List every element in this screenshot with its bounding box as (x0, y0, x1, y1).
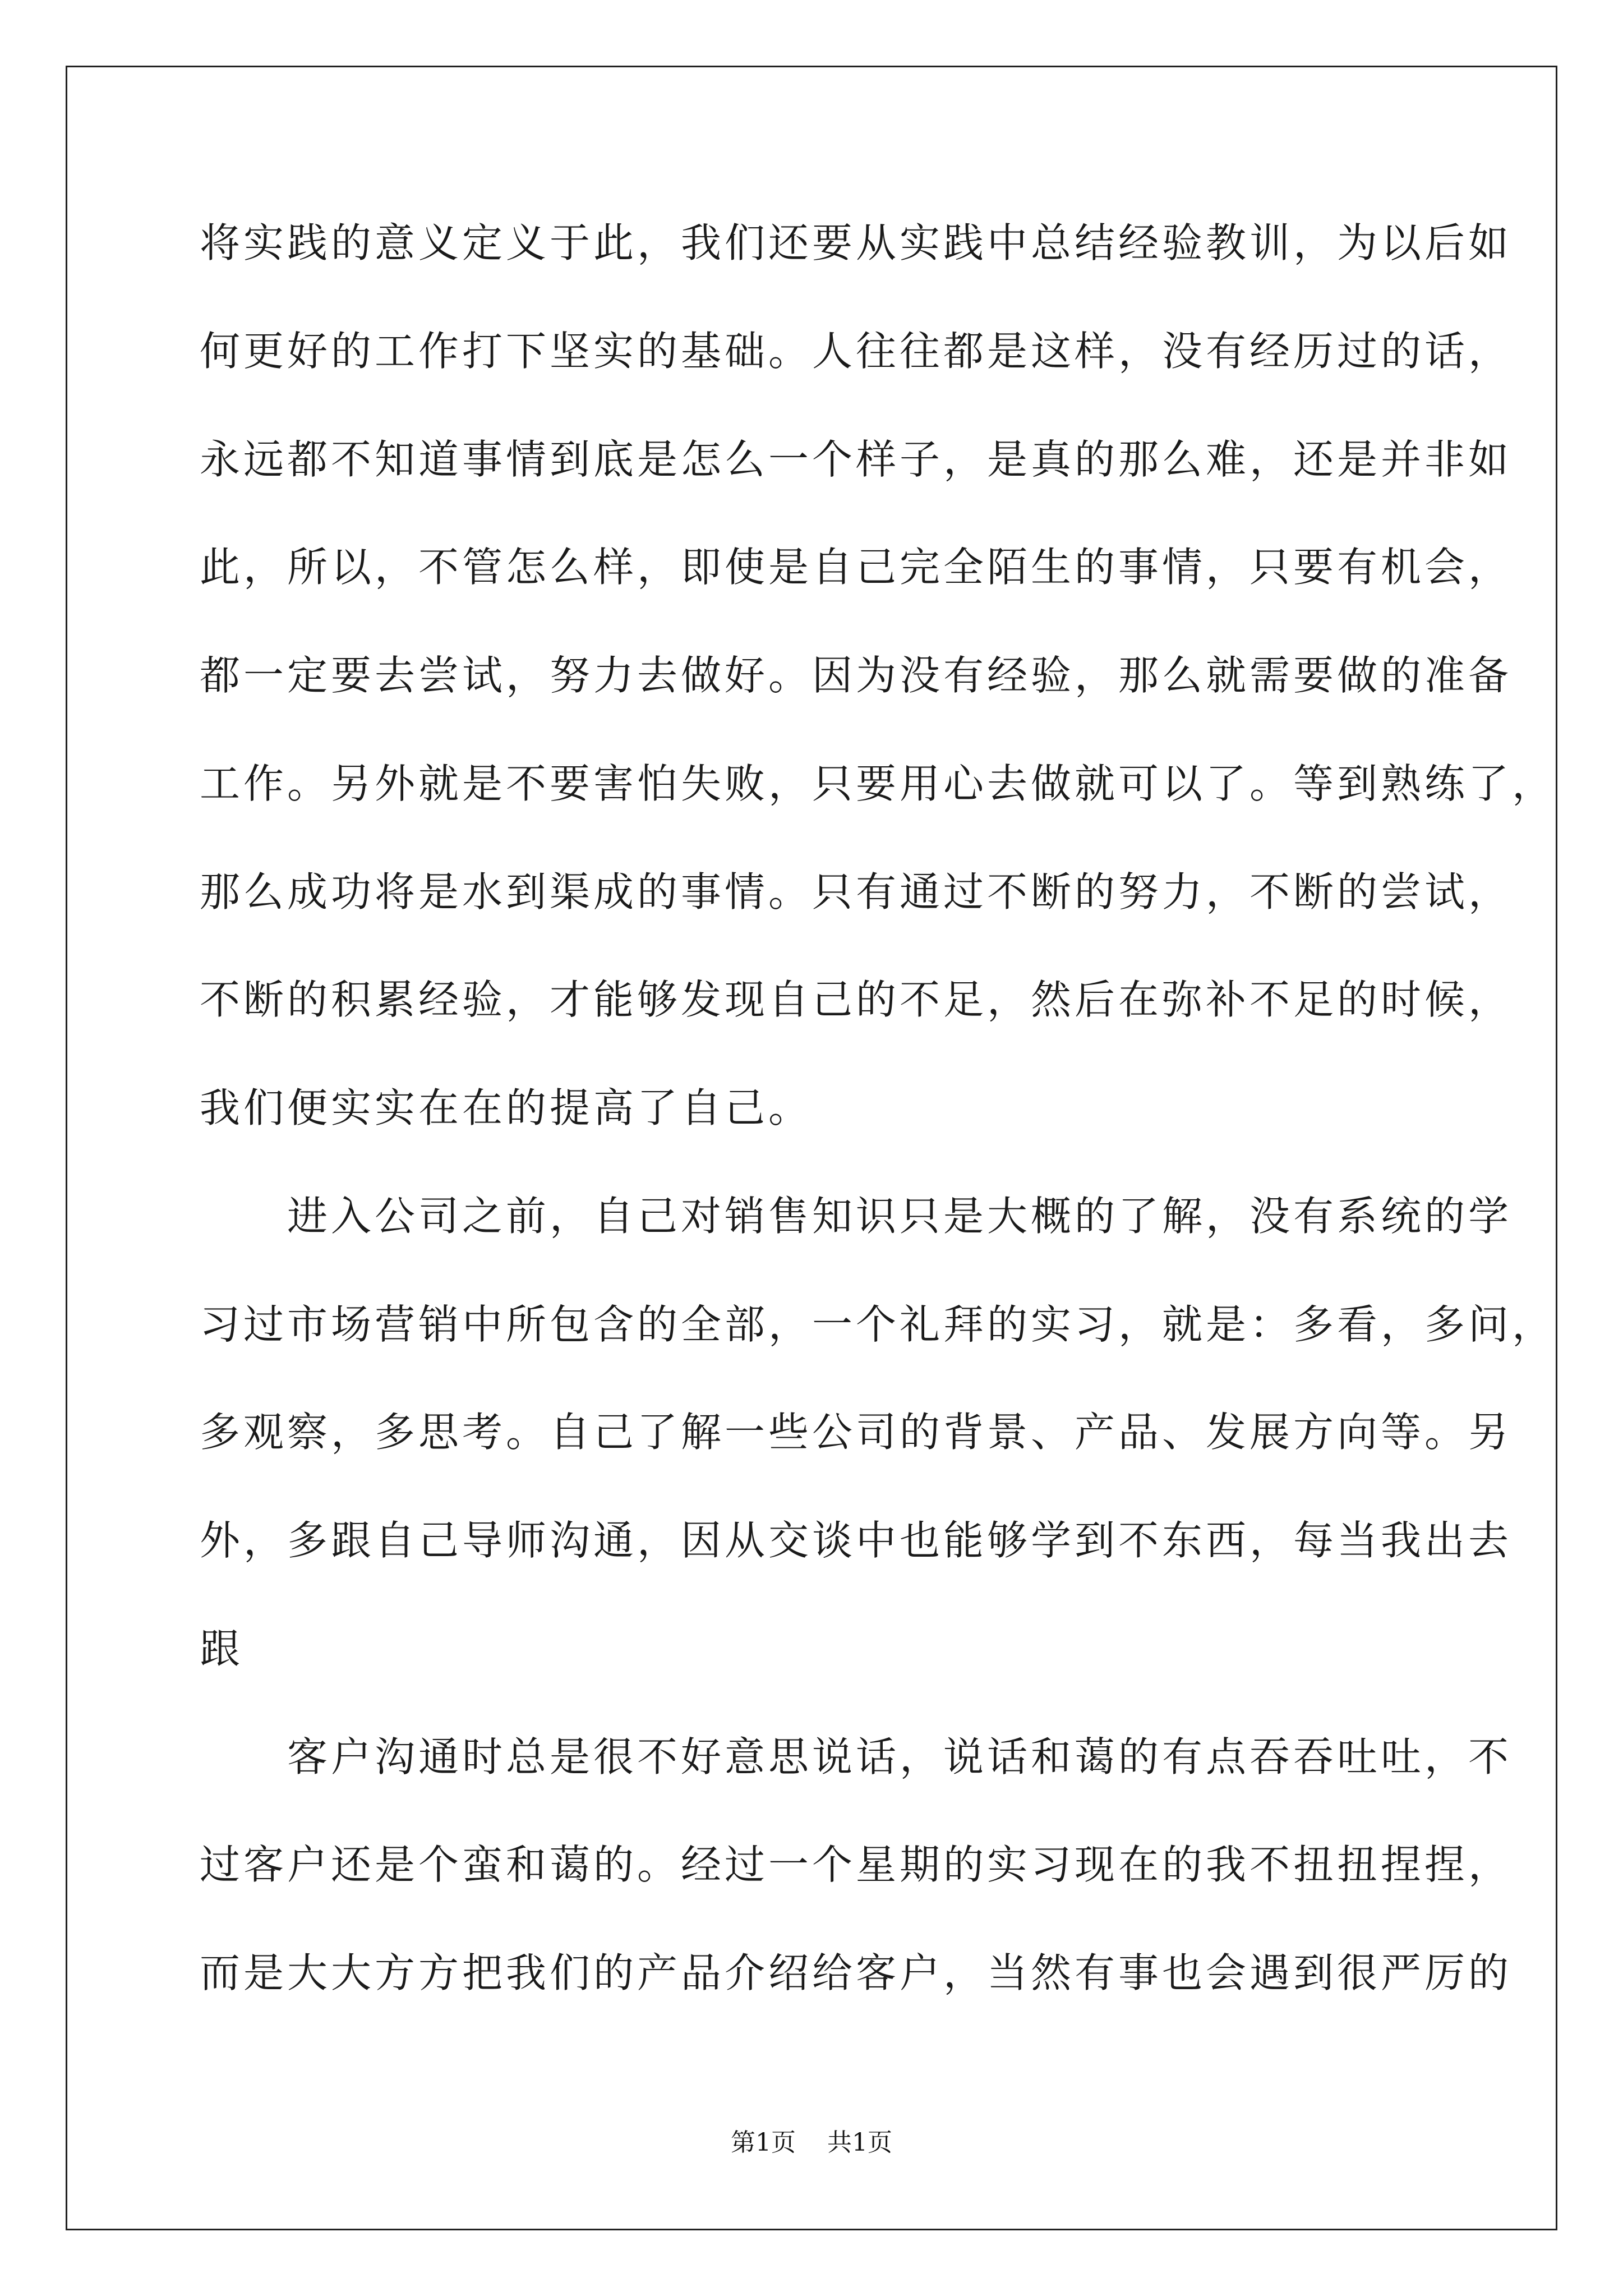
page-border (66, 66, 1557, 2230)
text-line: 客户沟通时总是很不好意思说话，说话和蔼的有点吞吞吐吐，不 (200, 1733, 1513, 1780)
text-line: 进入公司之前，自己对销售知识只是大概的了解，没有系统的学 (200, 1193, 1513, 1240)
text-line: 我们便实实在在的提高了自己。 (200, 1084, 813, 1131)
text-line: 此，所以，不管怎么样，即使是自己完全陌生的事情，只要有机会， (200, 544, 1513, 591)
text-line: 都一定要去尝试，努力去做好。因为没有经验，那么就需要做的准备 (200, 652, 1513, 699)
text-line: 永远都不知道事情到底是怎么一个样子，是真的那么难，还是并非如 (200, 436, 1513, 483)
page-number: 第1页 (731, 2128, 796, 2157)
text-line: 不断的积累经验，才能够发现自己的不足，然后在弥补不足的时候， (200, 976, 1513, 1023)
text-line: 而是大大方方把我们的产品介绍给客户，当然有事也会遇到很严厉的 (200, 1949, 1513, 1996)
text-line: 何更好的工作打下坚实的基础。人往往都是这样，没有经历过的话， (200, 328, 1513, 375)
page-footer (0, 2126, 1623, 2160)
text-line: 那么成功将是水到渠成的事情。只有通过不断的努力，不断的尝试， (200, 868, 1513, 915)
text-line: 外，多跟自己导师沟通，因从交谈中也能够学到不东西，每当我出去 (200, 1517, 1513, 1564)
text-line: 将实践的意义定义于此，我们还要从实践中总结经验教训，为以后如 (200, 219, 1513, 266)
page-total: 共1页 (827, 2128, 892, 2157)
text-line: 习过市场营销中所包含的全部，一个礼拜的实习，就是：多看，多问， (200, 1301, 1556, 1348)
text-line: 过客户还是个蛮和蔼的。经过一个星期的实习现在的我不扭扭捏捏， (200, 1841, 1513, 1888)
text-line: 跟 (200, 1625, 244, 1672)
text-line: 多观察，多思考。自己了解一些公司的背景、产品、发展方向等。另 (200, 1409, 1513, 1456)
text-line: 工作。另外就是不要害怕失败，只要用心去做就可以了。等到熟练了， (200, 760, 1556, 807)
